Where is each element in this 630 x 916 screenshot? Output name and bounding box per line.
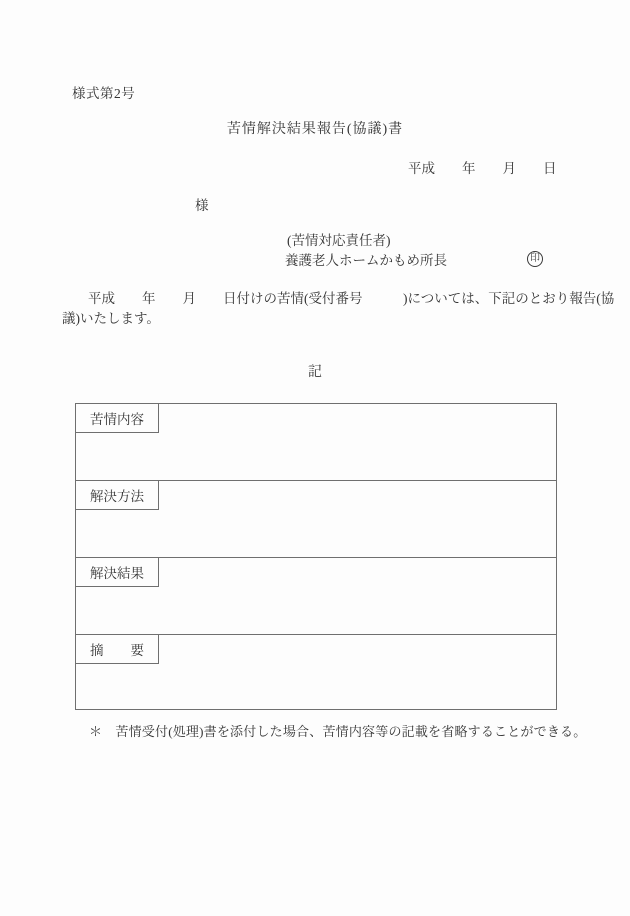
sender-name: 養護老人ホームかもめ所長: [285, 253, 447, 268]
row-label-resolution-result: 解決結果: [76, 558, 159, 587]
body-paragraph: [62, 289, 615, 329]
row-resolution-result: [76, 558, 556, 635]
body-line-1: 平成 年 月 日付けの苦情(受付番号 )については、下記のとおり報告(協: [88, 291, 615, 306]
row-label-summary: 摘 要: [76, 635, 159, 664]
date-line: 平成 年 月 日: [408, 161, 557, 176]
record-marker: 記: [308, 365, 322, 380]
addressee-suffix: 様: [195, 198, 209, 213]
complaint-officer-label: (苦情対応責任者): [287, 233, 391, 248]
row-summary: [76, 635, 556, 709]
footnote: ＊ 苦情受付(処理)書を添付した場合、苦情内容等の記載を省略することができる。: [89, 724, 587, 739]
row-content-resolution-method: [160, 481, 556, 557]
row-content-resolution-result: [160, 558, 556, 634]
seal-icon: 印: [527, 251, 543, 267]
document-title: 苦情解決結果報告(協議)書: [226, 122, 404, 137]
row-content-summary: [160, 635, 556, 709]
body-line-2: 議)いたします。: [62, 311, 160, 326]
form-number: 様式第2号: [72, 86, 136, 101]
complaint-table: [75, 403, 557, 710]
sender-line: [285, 249, 543, 269]
row-complaint-content: [76, 404, 556, 481]
row-resolution-method: [76, 481, 556, 558]
row-content-complaint-content: [160, 404, 556, 480]
row-label-complaint-content: 苦情内容: [76, 404, 159, 433]
row-label-resolution-method: 解決方法: [76, 481, 159, 510]
